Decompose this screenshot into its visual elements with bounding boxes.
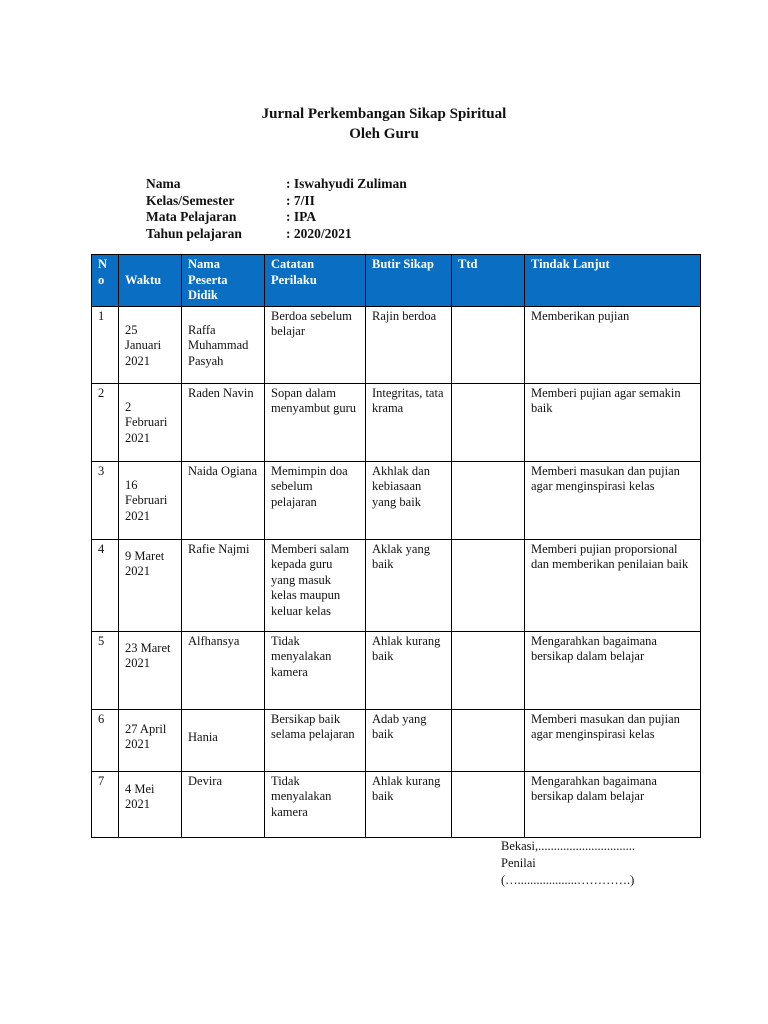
cell-tindak: Memberi pujian agar semakin baik [525,383,701,461]
info-label: Tahun pelajaran [146,225,242,241]
cell-catatan: Bersikap baik selama pelajaran [265,709,366,771]
info-value: : Iswahyudi Zuliman [286,176,407,191]
header-tindak: Tindak Lanjut [525,255,701,307]
cell-nama: Raden Navin [182,383,265,461]
cell-waktu [119,306,182,383]
cell-catatan: Berdoa sebelum belajar [265,306,366,383]
cell-catatan: Memimpin doa sebelum pelajaran [265,461,366,539]
cell-waktu [119,771,182,837]
cell-waktu-text: 27 April 2021 [125,721,167,751]
cell-waktu-text: 16 Februari 2021 [125,477,168,523]
cell-butir: Adab yang baik [366,709,452,771]
cell-ttd [452,461,525,539]
cell-butir: Integritas, tata krama [366,383,452,461]
cell-no: 1 [92,306,119,383]
cell-butir: Aklak yang baik [366,539,452,631]
table-row [92,383,701,461]
cell-no: 2 [92,383,119,461]
cell-tindak: Memberikan pujian [525,306,701,383]
cell-tindak: Mengarahkan bagaimana bersikap dalam belajar [525,771,701,837]
cell-waktu [119,709,182,771]
header-nama: Nama Peserta Didik [182,255,265,307]
signature-block [501,838,635,889]
signature-line: (…...................………….) [501,873,635,887]
cell-tindak: Memberi masukan dan pujian agar menginspirasi kelas [525,709,701,771]
table-row [92,771,701,837]
cell-nama-text: Hania [188,729,218,744]
place-date: Bekasi,............................... [501,839,636,853]
cell-nama: Rafie Najmi [182,539,265,631]
cell-catatan: Tidak menyalakan kamera [265,771,366,837]
info-value: : 7/II [286,192,315,208]
cell-waktu-text: 9 Maret 2021 [125,548,165,578]
info-label: Nama [146,176,181,191]
table-row [92,306,701,383]
table-row [92,709,701,771]
header-ttd: Ttd [452,255,525,307]
header-no: N o [92,255,119,307]
header-waktu: Waktu [119,255,182,307]
cell-no: 3 [92,461,119,539]
cell-no: 5 [92,631,119,709]
title-line-2: Oleh Guru [349,126,419,142]
table-header-row [92,255,701,307]
document-title [0,104,768,144]
cell-ttd [452,709,525,771]
cell-waktu-text: 23 Maret 2021 [125,640,171,670]
cell-tindak: Memberi pujian proporsional dan memberikan penilaian baik [525,539,701,631]
info-value: : 2020/2021 [286,225,352,241]
table-row [92,461,701,539]
cell-no: 4 [92,539,119,631]
title-line-1: Jurnal Perkembangan Sikap Spiritual [261,106,507,122]
table-row [92,631,701,709]
cell-nama: Alfhansya [182,631,265,709]
cell-nama: Naida Ogiana [182,461,265,539]
cell-butir: Rajin berdoa [366,306,452,383]
cell-butir: Akhlak dan kebiasaan yang baik [366,461,452,539]
header-catatan: Catatan Perilaku [265,255,366,307]
cell-catatan: Memberi salam kepada guru yang masuk kelas maupun keluar kelas [265,539,366,631]
info-value: : IPA [286,209,317,224]
cell-waktu [119,631,182,709]
cell-waktu-text: 4 Mei 2021 [125,781,155,811]
assessor-label: Penilai [501,856,536,870]
cell-catatan: Sopan dalam menyambut guru [265,383,366,461]
cell-nama: Devira [182,771,265,837]
cell-catatan: Tidak menyalakan kamera [265,631,366,709]
cell-waktu-text: 2 Februari 2021 [125,399,168,445]
cell-no: 7 [92,771,119,837]
cell-no: 6 [92,709,119,771]
cell-waktu [119,539,182,631]
cell-butir: Ahlak kurang baik [366,631,452,709]
cell-nama [182,306,265,383]
cell-waktu [119,461,182,539]
table-row [92,539,701,631]
info-label: Mata Pelajaran [146,209,237,224]
cell-ttd [452,306,525,383]
cell-waktu-text: 25 Januari 2021 [125,322,162,368]
header-butir: Butir Sikap [366,255,452,307]
info-label: Kelas/Semester [146,192,235,208]
cell-tindak: Memberi masukan dan pujian agar menginspirasi kelas [525,461,701,539]
cell-butir: Ahlak kurang baik [366,771,452,837]
cell-ttd [452,631,525,709]
cell-waktu [119,383,182,461]
cell-tindak: Mengarahkan bagaimana bersikap dalam belajar [525,631,701,709]
cell-nama-text: Raffa Muhammad Pasyah [188,322,249,368]
cell-ttd [452,771,525,837]
cell-nama [182,709,265,771]
cell-ttd [452,383,525,461]
journal-table [91,254,701,838]
cell-ttd [452,539,525,631]
